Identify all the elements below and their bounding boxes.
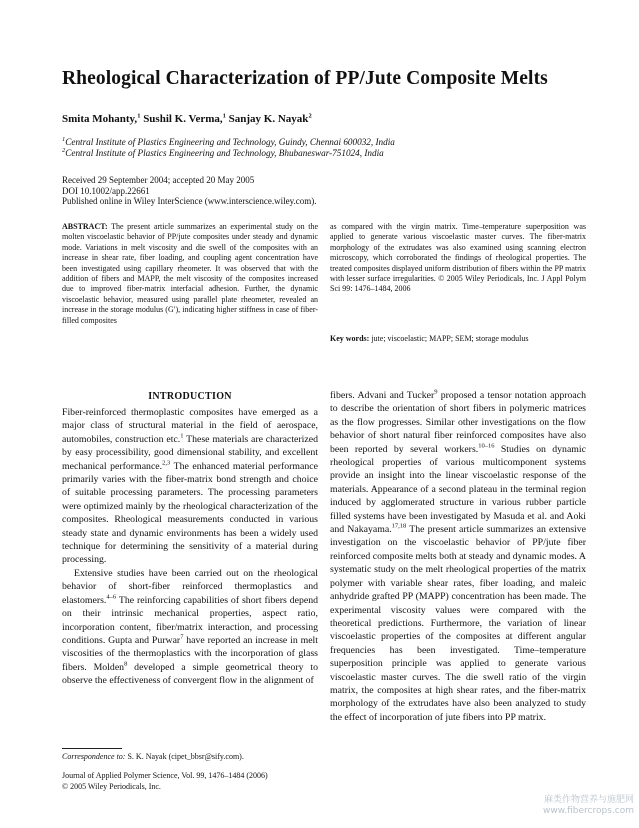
watermark-chinese: 麻类作物营养与施肥网	[543, 795, 634, 805]
abstract-label: ABSTRACT:	[62, 222, 108, 231]
text-run: proposed a tensor notation approach to describe the orientation of short fibers in polymeric matrices as the flow progresses. Similar other investigations on the flow behavior of short natural fiber reinforced composites have also been reported by several workers.	[330, 390, 586, 455]
published-online: Published online in Wiley InterScience (www.interscience.wiley.com).	[62, 196, 317, 206]
paragraph	[62, 406, 318, 567]
journal-citation: Journal of Applied Polymer Science, Vol. 99, 1476–1484 (2006)	[62, 771, 268, 780]
citation: 4–6	[106, 593, 117, 601]
watermark-url: www.fibercrops.com	[543, 806, 634, 816]
author-name: Sanjay K. Nayak	[228, 113, 309, 125]
author-affiliation-mark: 2	[308, 112, 312, 120]
text-run: developed a simple geometrical theory to observe the effectiveness of convergent flow in the alignment of	[62, 661, 318, 687]
affiliation-text: Central Institute of Plastics Engineering and Technology, Guindy, Chennai 600032, India	[65, 137, 395, 147]
affiliation-line	[62, 137, 622, 148]
article-title: Rheological Characterization of PP/Jute Composite Melts	[62, 68, 548, 89]
body-column-right	[330, 389, 586, 724]
correspondence-label: Correspondence to:	[62, 752, 126, 761]
text-run: These materials are characterized by easy processibility, good dimensional stability, and excellent mechanical performance.	[62, 433, 318, 472]
text-run: Extensive studies have been carried out on the rheological behavior of short-fiber reinforced thermoplastics and elastomers.	[62, 567, 318, 606]
citation: 8	[124, 660, 128, 668]
citation: 9	[434, 388, 438, 396]
abstract-text-continued: as compared with the virgin matrix. Time–temperature superposition was applied to generate various viscoelastic master curves. The fiber-matrix morphology of the extrudates was also examined using scanning electron microscopy, which corroborated the findings of rheological properties. The treated composites displayed uniform distribution of fibers within the PP matrix with lesser surface irregularities. © 2005 Wiley Periodicals, Inc. J Appl Polym Sci 99: 1476–1484, 2006	[330, 222, 586, 294]
author-affiliation-mark: 1	[222, 112, 226, 120]
keywords-text: jute; viscoelastic; MAPP; SEM; storage modulus	[371, 334, 529, 343]
abstract-text: The present article summarizes an experimental study on the molten viscoelastic behavior of PP/jute composites under steady and dynamic mode. Variations in melt viscosity and die swell of the composites with an increase in shear rate, fiber loading, and coupling agent concentration have been investigated using capillary rheometer. It was observed that with the addition of fibers and MAPP, the melt viscosity of the composites increased due to improved fiber-matrix interfacial adhesion. Further, the dynamic viscoelastic behavior, measured using parallel plate rheometer, revealed an increase in the storage modulus (G′), indicating higher stiffness in case of fiber-filled composites	[62, 222, 318, 325]
author-affiliation-mark: 1	[137, 112, 141, 120]
correspondence-footnote	[62, 752, 322, 761]
doi: DOI 10.1002/app.22661	[62, 185, 150, 196]
abstract-right	[330, 222, 586, 295]
text-run: Studies on dynamic rheological properties of various multicomponent systems provide an insight into the linear viscoelastic response of the materials. Appearance of a second plateau in the terminal region induced by agglomerated structure in various rubber particle filled systems have been investigated by Masuda et al. and Aoki and Nakayama.	[330, 443, 586, 536]
paragraph	[62, 567, 318, 688]
text-run: Fiber-reinforced thermoplastic composites have emerged as a major class of structural material in the field of aerospace, automobiles, construction etc.	[62, 407, 318, 445]
correspondence-text: S. K. Nayak (cipet_bbsr@sify.com).	[125, 752, 244, 761]
citation: 7	[180, 633, 184, 641]
citation: 10–16	[478, 442, 495, 450]
text-run: have reported an increase in melt viscosities of the thermoplastics with the incorporation of glass fibers. Molden	[62, 634, 318, 673]
body-column-left	[62, 406, 318, 688]
paragraph	[330, 389, 586, 724]
affiliation-text: Central Institute of Plastics Engineering and Technology, Bhubaneswar-751024, India	[65, 148, 384, 158]
citation: 2,3	[162, 459, 171, 467]
received-date: Received 29 September 2004; accepted 20 May 2005	[62, 175, 255, 185]
author-name: Sushil K. Verma,	[143, 113, 223, 125]
abstract-left	[62, 222, 318, 326]
affiliation-line	[62, 148, 622, 159]
affiliations	[62, 137, 622, 159]
affiliation-number: 2	[62, 146, 66, 154]
site-watermark	[512, 795, 634, 817]
affiliation-number: 1	[62, 135, 66, 143]
citation: 17,18	[391, 522, 407, 530]
journal-reference	[62, 771, 322, 792]
text-run: fibers. Advani and Tucker	[330, 390, 435, 401]
author-name: Smita Mohanty,	[62, 113, 138, 125]
section-heading-introduction: INTRODUCTION	[148, 391, 232, 402]
copyright: © 2005 Wiley Periodicals, Inc.	[62, 781, 161, 791]
author-list	[62, 113, 622, 125]
publication-info	[62, 175, 622, 207]
keywords	[330, 334, 610, 343]
keywords-label: Key words:	[330, 334, 370, 343]
text-run: The enhanced material performance primarily varies with the fiber-matrix bond strength and choice of suitable processing parameters. The processing parameters were optimized mainly by the rheological characterization of the composites. Rheological measurements conducted in various steady state and dynamic environments has been a widely used technique for determining the sensitivity of a material during processing.	[62, 460, 318, 566]
citation: 1	[180, 432, 184, 440]
text-run: The present article summarizes an extensive investigation on the viscoelastic behavior of PP/jute fiber reinforced composite melts both at steady and dynamic modes. A systematic study on the melt rheological properties of the matrix polymer with variable shear rates, fiber loading, and maleic anhydride grafted PP (MAPP) concentration has been made. The experimental viscosity values were compared with the theoretical predictions. Furthermore, the variation of linear viscoelastic properties of the composites at different angular frequencies has been investigated. Time–temperature superposition principle was applied to generate various viscoelastic master curves. The die swell ratio of the virgin matrix, the composites at high shear rates, and the fiber-matrix morphology of the extrudates have also been analyzed to study the effect of incorporation of jute fibers into PP matrix.	[330, 524, 586, 723]
footnote-divider	[62, 748, 122, 749]
text-run: The reinforcing capabilities of short fibers depend on their intrinsic mechanical properties, aspect ratio, incorporation content, fiber/matrix interaction, and processing conditions. Gupta and Purwar	[62, 594, 318, 646]
